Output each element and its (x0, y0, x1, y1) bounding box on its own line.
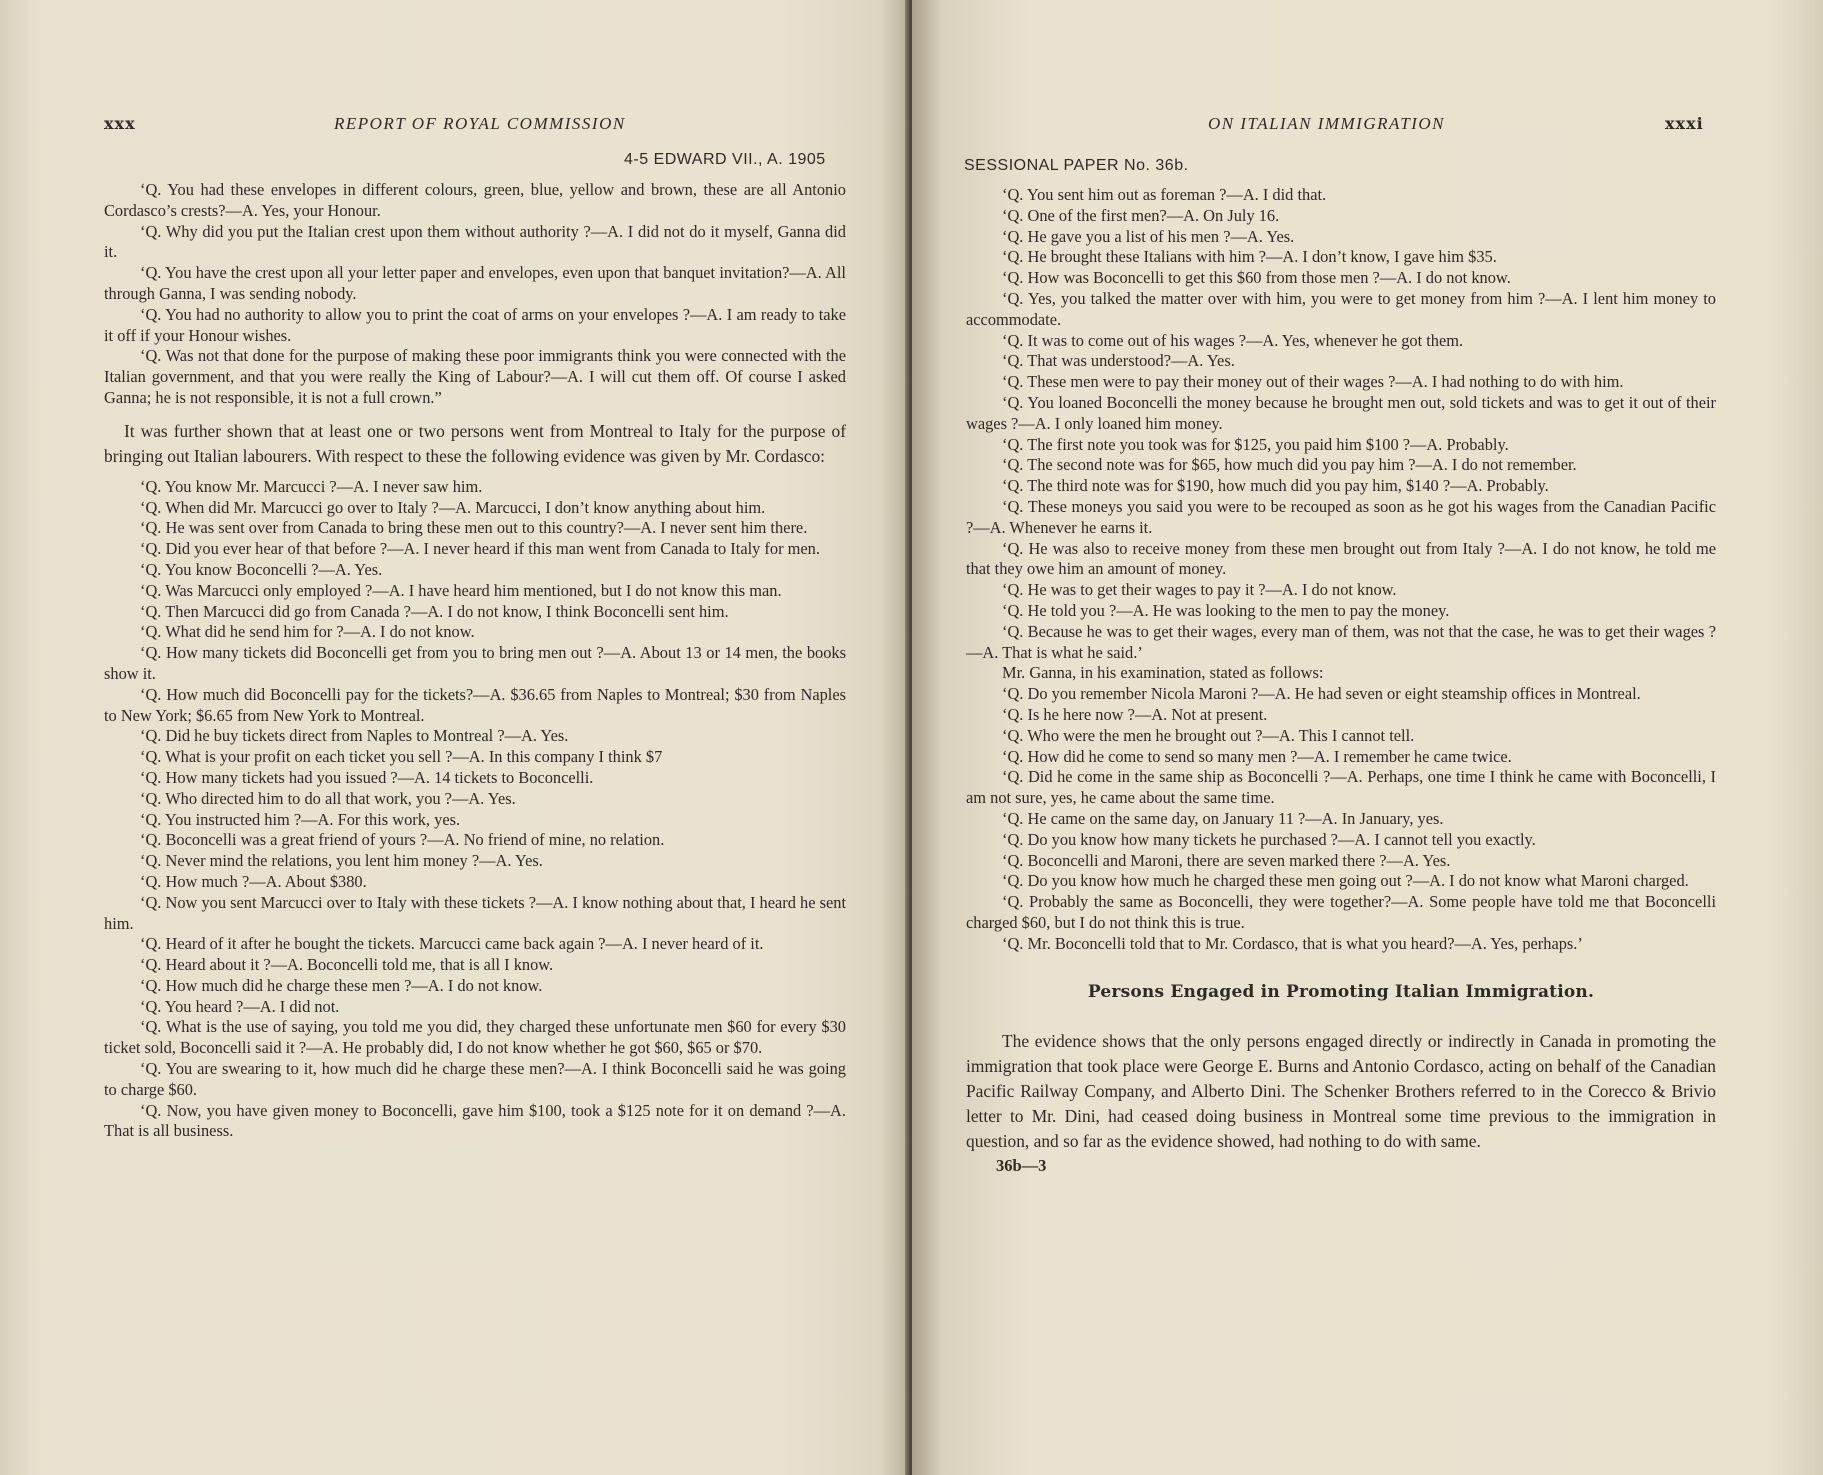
testimony-line: ‘Q. He gave you a list of his men ?—A. Yes. (1002, 226, 1295, 246)
testimony-line: ‘Q. What is your profit on each ticket you sell ?—A. In this company I think $7 (140, 747, 663, 767)
testimony-line: ‘Q. What did he send him for ?—A. I do not know. (140, 622, 475, 642)
testimony-line: ‘Q. How much did Boconcelli pay for the tickets?—A. $36.65 from Naples to Montreal; $30 from Naples to New York; $6.65 from New York to Montreal. (104, 684, 846, 725)
testimony-line: ‘Q. You have the crest upon all your letter paper and envelopes, even upon that banquet invitation?—A. All through Ganna, I was sending nobody. (104, 263, 846, 303)
testimony-line: ‘Q. Did he buy tickets direct from Naples to Montreal ?—A. Yes. (140, 726, 569, 746)
page-number: 36b—3 (996, 1156, 1047, 1176)
testimony-line: ‘Q. Do you know how many tickets he purchased ?—A. I cannot tell you exactly. (1002, 829, 1536, 849)
testimony-line: ‘Q. When did Mr. Marcucci go over to Italy ?—A. Marcucci, I don’t know anything about him. (140, 497, 766, 517)
testimony-line: ‘Q. Is he here now ?—A. Not at present. (1002, 704, 1268, 724)
testimony-line: ‘Q. The second note was for $65, how much did you pay him ?—A. I do not remember. (1002, 455, 1577, 475)
testimony-line: ‘Q. Do you know how much he charged these men going out ?—A. I do not know what Maroni charged. (1002, 871, 1689, 891)
testimony-line: ‘Q. These moneys you said you were to be recouped as soon as he got his wages from the Canadian Pacific ?—A. Whenever he earns it. (966, 496, 1716, 537)
narrative-paragraph: It was further shown that at least one or two persons went from Montreal to Italy for the purpose of bringing out Italian labourers. With respect to these the following evidence was given by Mr. Cordasco: (104, 420, 846, 467)
testimony-line: ‘Q. The first note you took was for $125, you paid him $100 ?—A. Probably. (1002, 434, 1509, 454)
testimony-line: ‘Q. You are swearing to it, how much did he charge these men?—A. I think Boconcelli said he was going to charge $60. (104, 1059, 846, 1099)
testimony-line: ‘Q. One of the first men?—A. On July 16. (1002, 205, 1280, 225)
testimony-line: ‘Q. How many tickets had you issued ?—A. 14 tickets to Boconcelli. (140, 767, 594, 787)
testimony-line: ‘Q. You heard ?—A. I did not. (140, 996, 340, 1016)
testimony-line: ‘Q. Why did you put the Italian crest upon them without authority ?—A. I did not do it myself, Ganna did it. (104, 221, 846, 262)
testimony-line: ‘Q. You instructed him ?—A. For this work, yes. (140, 809, 461, 829)
testimony-line: ‘Q. It was to come out of his wages ?—A. Yes, whenever he got them. (1002, 330, 1464, 350)
testimony-line: ‘Q. How many tickets did Boconcelli get from you to bring men out ?—A. About 13 or 14 men, the books show it. (104, 643, 846, 683)
testimony-line: ‘Q. He brought these Italians with him ?—A. I don’t know, I gave him $35. (1002, 247, 1497, 267)
testimony-line: ‘Q. Boconcelli and Maroni, there are seven marked there ?—A. Yes. (1002, 850, 1451, 870)
testimony-line: ‘Q. He was to get their wages to pay it ?—A. I do not know. (1002, 580, 1397, 600)
testimony-line: ‘Q. That was understood?—A. Yes. (1002, 351, 1235, 371)
testimony-line: ‘Q. How much ?—A. About $380. (140, 871, 367, 891)
testimony-line: ‘Q. Was Marcucci only employed ?—A. I have heard him mentioned, but I do not know this man. (140, 580, 782, 600)
testimony-line: ‘Q. Never mind the relations, you lent him money ?—A. Yes. (140, 851, 543, 871)
testimony-line: ‘Q. He came on the same day, on January 11 ?—A. In January, yes. (1002, 808, 1444, 828)
testimony-line: ‘Q. He told you ?—A. He was looking to the men to pay the money. (1002, 600, 1450, 620)
right-sub-header: SESSIONAL PAPER No. 36b. (964, 157, 1189, 174)
testimony-line: ‘Q. Now you sent Marcucci over to Italy with these tickets ?—A. I know nothing about that, I heard he sent him. (104, 892, 846, 933)
left-running-title: REPORT OF ROYAL COMMISSION (334, 114, 626, 133)
testimony-line: ‘Q. Because he was to get their wages, every man of them, was not that the case, he was to get their wages ?—A. That is what he said.’ (966, 621, 1716, 662)
testimony-line: ‘Q. He was sent over from Canada to bring these men out to this country?—A. I never sent him there. (140, 518, 808, 538)
testimony-line: ‘Q. You loaned Boconcelli the money because he brought men out, sold tickets and was to get it out of their wages ?—A. I only loaned him money. (966, 392, 1716, 433)
testimony-line: ‘Q. You had no authority to allow you to print the coat of arms on your envelopes ?—A. I am ready to take it off if your Honour wishes. (104, 304, 846, 345)
testimony-line: ‘Q. You sent him out as foreman ?—A. I did that. (1002, 185, 1327, 204)
section-paragraph: The evidence shows that the only persons engaged directly or indirectly in Canada in promoting the immigration that took place were George E. Burns and Antonio Cordasco, acting on behalf of the Canadian Pacific Railway Company, and Alberto Dini. The Schenker Brothers referred to in the Corecco & Brivio letter to Mr. Dini, had ceased doing business in Montreal some time previous to the immigration in question, and so far as the evidence showed, had nothing to do with same. (966, 1031, 1716, 1152)
testimony-line: ‘Q. What is the use of saying, you told me you did, they charged these unfortunate men $60 for every $30 ticket sold, Boconcelli said it ?—A. He probably did, I do not know whether he got $60, $65 or $70. (104, 1017, 846, 1058)
testimony-line: ‘Q. He was also to receive money from these men brought out from Italy ?—A. I do not know, he told me that they owe him an amount of money. (966, 538, 1716, 579)
testimony-line: ‘Q. Heard about it ?—A. Boconcelli told me, that is all I know. (140, 955, 554, 975)
left-page (0, 0, 910, 1475)
testimony-line: ‘Q. Now, you have given money to Boconcelli, gave him $100, took a $125 note for it on demand ?—A. That is all business. (104, 1100, 846, 1141)
testimony-line: ‘Q. Who were the men he brought out ?—A. This I cannot tell. (1002, 725, 1415, 745)
left-folio: xxx (104, 114, 136, 133)
section-heading: Persons Engaged in Promoting Italian Immigration. (1087, 982, 1595, 1003)
testimony-line: ‘Q. Boconcelli was a great friend of yours ?—A. No friend of mine, no relation. (140, 830, 665, 850)
testimony-line: ‘Q. How was Boconcelli to get this $60 from those men ?—A. I do not know. (1002, 268, 1511, 288)
right-testimony (966, 185, 1716, 954)
testimony-line: ‘Q. How did he come to send so many men ?—A. I remember he came twice. (1002, 746, 1512, 766)
testimony-line: ‘Q. Probably the same as Boconcelli, they were together?—A. Some people have told me that Boconcelli charged $60, but I do not think this is true. (966, 892, 1716, 932)
right-running-title: ON ITALIAN IMMIGRATION (1208, 114, 1445, 133)
testimony-line: ‘Q. The third note was for $190, how much did you pay him, $140 ?—A. Probably. (1002, 476, 1549, 496)
right-page-body (966, 185, 1716, 1177)
right-page (912, 0, 1823, 1475)
testimony-line: ‘Q. Do you remember Nicola Maroni ?—A. He had seven or eight steamship offices in Montreal. (1002, 684, 1641, 704)
testimony-line: ‘Q. How much did he charge these men ?—A. I do not know. (140, 975, 543, 995)
testimony-line: ‘Q. Mr. Boconcelli told that to Mr. Cordasco, that is what you heard?—A. Yes, perhaps.’ (1002, 933, 1583, 953)
testimony-line: ‘Q. Did he come in the same ship as Boconcelli ?—A. Perhaps, one time I think he came with Boconcelli, I am not sure, yes, he came about the same time. (966, 767, 1716, 808)
left-sub-header: 4-5 EDWARD VII., A. 1905 (624, 151, 826, 168)
testimony-line: ‘Q. Did you ever hear of that before ?—A. I never heard if this man went from Canada to Italy for men. (140, 539, 820, 559)
testimony-line: ‘Q. Who directed him to do all that work, you ?—A. Yes. (140, 788, 516, 808)
testimony-line: ‘Q. You had these envelopes in different colours, green, blue, yellow and brown, these are all Antonio Cordasco’s crests?—A. Yes, your Honour. (104, 180, 846, 220)
left-page-body (104, 180, 846, 1142)
testimony-line: ‘Q. You know Boconcelli ?—A. Yes. (140, 559, 383, 579)
testimony-line: ‘Q. You know Mr. Marcucci ?—A. I never saw him. (140, 476, 483, 496)
testimony-line: ‘Q. Was not that done for the purpose of making these poor immigrants think you were connected with the Italian government, and that you were really the King of Labour?—A. I will cut them off. Of course I asked Ganna; he is not responsible, it is not a full crown.” (104, 346, 846, 407)
testimony-line: Mr. Ganna, in his examination, stated as follows: (1002, 663, 1324, 683)
testimony-line: ‘Q. Then Marcucci did go from Canada ?—A. I do not know, I think Boconcelli sent him. (140, 601, 729, 621)
testimony-line: ‘Q. These men were to pay their money out of their wages ?—A. I had nothing to do with him. (1002, 372, 1624, 392)
testimony-line: ‘Q. Yes, you talked the matter over with him, you were to get money from him ?—A. I lent him money to accommodate. (966, 288, 1716, 329)
testimony-line: ‘Q. Heard of it after he bought the tickets. Marcucci came back again ?—A. I never heard of it. (140, 934, 764, 954)
right-folio: xxxi (1665, 114, 1704, 133)
